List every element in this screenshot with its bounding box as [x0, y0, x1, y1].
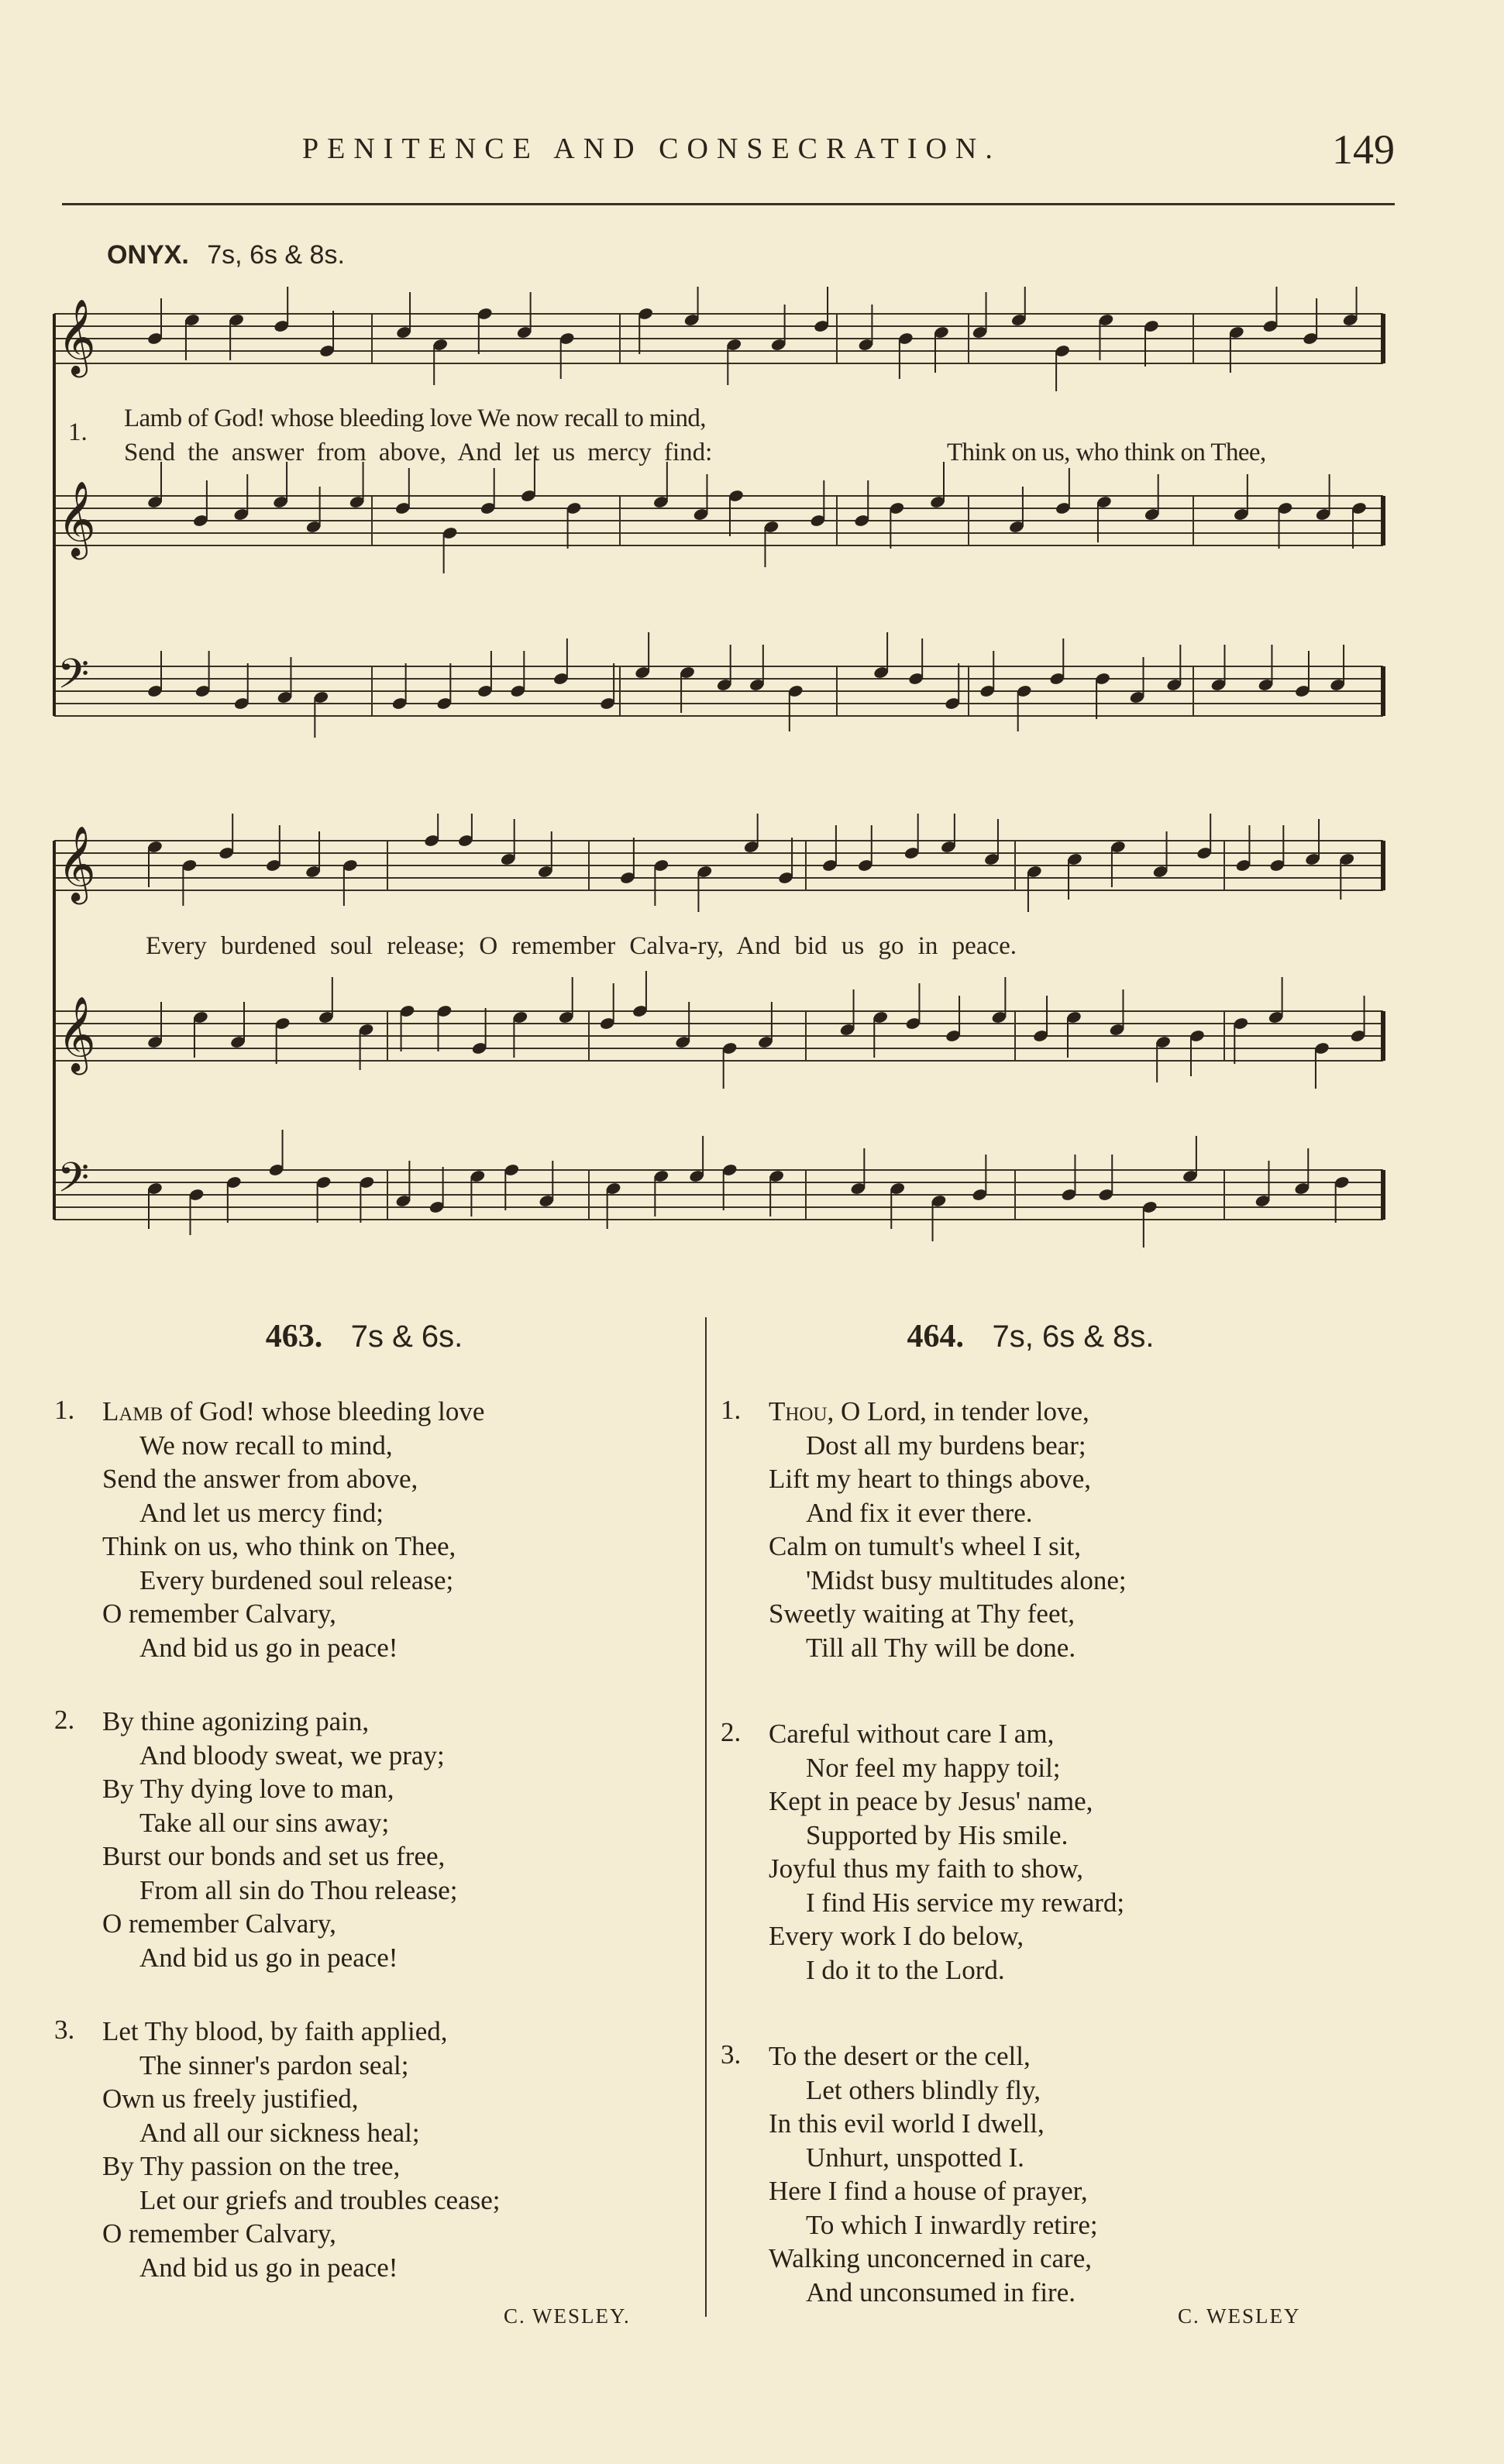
verse-line: From all sin do Thou release;: [139, 1874, 458, 1905]
verse-line: By Thy dying love to man,: [102, 1774, 394, 1804]
lyric-verse-number: 1.: [68, 418, 88, 446]
verse-line: Let others blindly fly,: [806, 2074, 1041, 2105]
stanza: [54, 2015, 682, 2284]
verse-line: Lamb of God! whose bleeding love: [102, 1396, 485, 1426]
music-system-1: [31, 287, 1387, 759]
verse-line: And bid us go in peace!: [139, 2252, 398, 2283]
verse-line: Every burdened soul release;: [139, 1564, 454, 1595]
verse-line: To which I inwardly retire;: [806, 2209, 1098, 2240]
treble-clef-icon: 𝄞: [57, 298, 96, 374]
treble-clef-icon: 𝄞: [57, 825, 96, 901]
music-staves-1: [31, 287, 1387, 759]
verse-line: To the desert or the cell,: [769, 2041, 1031, 2071]
bass-clef-icon: 𝄢: [57, 651, 90, 708]
verse-line: Lift my heart to things above,: [769, 1464, 1092, 1494]
verse-line: O remember Calvary,: [102, 2218, 336, 2249]
stanza-number: 2.: [54, 1705, 75, 1735]
verse-line: I find His service my reward;: [806, 1887, 1125, 1918]
lyric-line-b: Send the answer from above, And let us mercy find:: [124, 439, 713, 466]
page-header: [62, 126, 1395, 194]
verse-line: Walking unconcerned in care,: [769, 2243, 1092, 2273]
hymn-464-author: C. WESLEY: [1178, 2304, 1301, 2328]
verse-line: Take all our sins away;: [139, 1807, 390, 1838]
music-staves-2: [31, 814, 1387, 1247]
hymn-463-number: 463.: [265, 1319, 323, 1354]
treble-clef-icon: 𝄞: [57, 480, 96, 556]
lyric-line-c: Think on us, who think on Thee,: [947, 439, 1266, 466]
verse-line: We now recall to mind,: [139, 1430, 393, 1461]
bass-clef-icon: 𝄢: [57, 1155, 90, 1212]
hymn-463-heading: [46, 1309, 682, 1364]
verse-line: And bid us go in peace!: [139, 1632, 398, 1663]
verse-line: I do it to the Lord.: [806, 1954, 1005, 1985]
verse-line: Let Thy blood, by faith applied,: [102, 2016, 448, 2046]
page-number: 149: [1332, 126, 1395, 173]
hymn-463-author: C. WESLEY.: [504, 2304, 631, 2328]
stanza-number: 3.: [54, 2015, 75, 2045]
verse-line: Thou, O Lord, in tender love,: [769, 1396, 1089, 1426]
verse-line: Kept in peace by Jesus' name,: [769, 1786, 1093, 1816]
tune-meter: 7s, 6s & 8s.: [207, 240, 345, 270]
verse-line: 'Midst busy multitudes alone;: [806, 1564, 1127, 1595]
verse-line: In this evil world I dwell,: [769, 2108, 1045, 2139]
verse-line: Careful without care I am,: [769, 1719, 1055, 1749]
hymn-464: [713, 1309, 1348, 2309]
stanza-number: 1.: [721, 1395, 742, 1425]
hymn-464-number: 464.: [907, 1319, 964, 1354]
first-word: Thou: [769, 1396, 828, 1426]
verse-line: And bloody sweat, we pray;: [139, 1740, 445, 1771]
verse-line: Every work I do below,: [769, 1921, 1024, 1951]
verse-line: O remember Calvary,: [102, 1908, 336, 1939]
verse-line: Think on us, who think on Thee,: [102, 1531, 456, 1561]
verse-line: Supported by His smile.: [806, 1819, 1069, 1850]
hymn-464-meter: 7s, 6s & 8s.: [992, 1320, 1155, 1354]
verse-line: Here I find a house of prayer,: [769, 2176, 1088, 2206]
hymn-463-meter: 7s & 6s.: [350, 1320, 463, 1354]
stanza-number: 3.: [721, 2039, 742, 2070]
verse-line: Till all Thy will be done.: [806, 1632, 1076, 1663]
first-word: Lamb: [102, 1396, 163, 1426]
stanza: [721, 2039, 1348, 2309]
music-system-2: [31, 814, 1387, 1247]
verse-line: O remember Calvary,: [102, 1599, 336, 1629]
verse-line: And let us mercy find;: [139, 1497, 384, 1528]
verse-line: Unhurt, unspotted I.: [806, 2142, 1024, 2173]
tune-title: [107, 240, 345, 270]
verse-line: By thine agonizing pain,: [102, 1706, 370, 1736]
verse-line: And bid us go in peace!: [139, 1942, 398, 1973]
stanza-number: 2.: [721, 1717, 742, 1747]
verse-line: Sweetly waiting at Thy feet,: [769, 1599, 1075, 1629]
hymn-464-heading: [713, 1309, 1348, 1364]
verse-line: And fix it ever there.: [806, 1497, 1033, 1528]
verse-line: Dost all my burdens bear;: [806, 1430, 1086, 1461]
lyric-line-a: Lamb of God! whose bleeding love We now recall to mind,: [124, 404, 706, 432]
lyric-line-system2: Every burdened soul release; O remember Calva-ry, And bid us go in peace.: [146, 932, 1017, 960]
stanza: [54, 1705, 682, 1974]
verse-line: Let our griefs and troubles cease;: [139, 2184, 501, 2215]
hymn-464-stanzas: [713, 1395, 1348, 2309]
verse-line: Burst our bonds and set us free,: [102, 1841, 446, 1871]
verse-line: By Thy passion on the tree,: [102, 2151, 401, 2181]
verse-line: Send the answer from above,: [102, 1464, 418, 1494]
verse-line: Joyful thus my faith to show,: [769, 1853, 1084, 1884]
running-title: PENITENCE AND CONSECRATION.: [302, 132, 1001, 165]
stanza-number: 1.: [54, 1395, 75, 1425]
hymn-463: [46, 1309, 682, 2284]
verse-line: The sinner's pardon seal;: [139, 2049, 409, 2080]
verse-line: And unconsumed in fire.: [806, 2276, 1076, 2307]
column-divider: [705, 1317, 707, 2317]
hymn-463-stanzas: [46, 1395, 682, 2284]
stanza: [721, 1717, 1348, 1987]
verse-line: And all our sickness heal;: [139, 2117, 420, 2148]
tune-name: ONYX.: [107, 240, 189, 270]
stanza: [721, 1395, 1348, 1664]
treble-clef-icon: 𝄞: [57, 996, 96, 1072]
verse-line: Nor feel my happy toil;: [806, 1752, 1061, 1783]
stanza: [54, 1395, 682, 1664]
verse-line: Calm on tumult's wheel I sit,: [769, 1531, 1081, 1561]
verse-line: Own us freely justified,: [102, 2084, 359, 2114]
header-rule: [62, 203, 1395, 205]
